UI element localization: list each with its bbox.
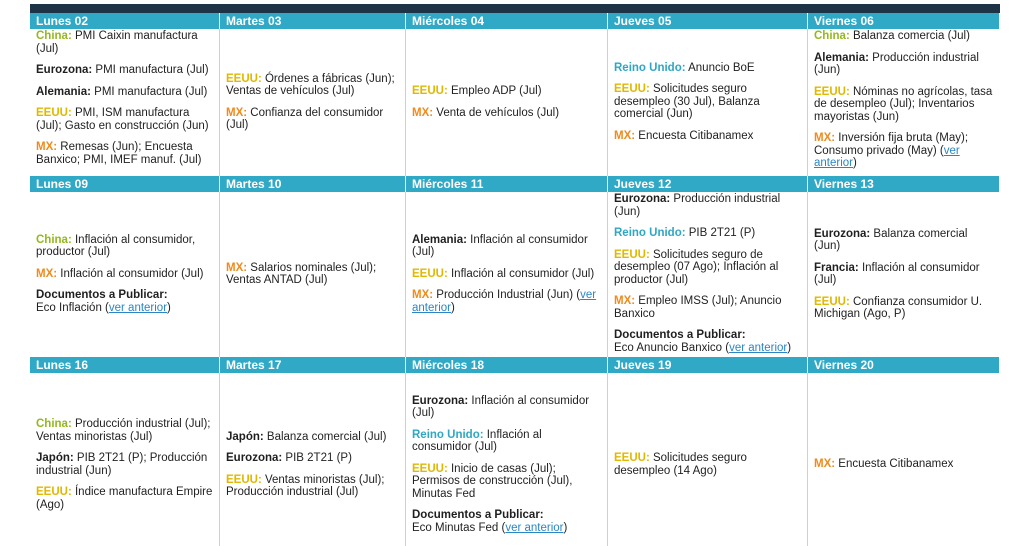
day-header: Viernes 20: [808, 357, 1000, 373]
region-label: EEUU:: [614, 452, 650, 464]
calendar-event: [412, 234, 601, 259]
day-cell: [30, 373, 220, 546]
calendar-event: [814, 30, 994, 43]
calendar-event: [412, 395, 601, 420]
region-label: EEUU:: [814, 295, 850, 308]
event-text: Producción industrial (Jun): [614, 193, 781, 218]
calendar-event: [412, 289, 601, 314]
event-text: Encuesta Citibanamex: [635, 129, 754, 142]
region-label: MX:: [614, 129, 636, 142]
event-text: Inflación al consumidor (Jul): [412, 428, 542, 454]
calendar-event: [814, 296, 994, 321]
day-header: Martes 03: [220, 13, 406, 29]
region-label: EEUU:: [412, 85, 448, 97]
region-label: EEUU:: [614, 248, 650, 261]
day-header: Jueves 12: [608, 176, 808, 192]
region-label: Eurozona:: [226, 452, 283, 464]
event-text: PMI manufactura (Jul): [90, 85, 208, 98]
calendar-event: [814, 52, 994, 77]
event-text: PIB 2T21 (P); Producción industrial (Jun): [36, 452, 208, 477]
day-header: Martes 17: [220, 357, 406, 373]
day-cell: [808, 192, 1000, 357]
event-text: Eco Inflación (: [36, 301, 109, 314]
region-label: Reino Unido:: [614, 61, 686, 74]
week-row: [30, 176, 1000, 357]
event-text: Balanza comercia (Jul): [849, 30, 970, 42]
region-label: Alemania:: [36, 85, 91, 98]
event-text: Solicitudes seguro de desempleo (07 Ago); Inflación al productor (Jul): [614, 248, 779, 286]
day-cell: [808, 373, 1000, 546]
event-text: Confianza del consumidor (Jul): [226, 106, 384, 131]
ver-anterior-link[interactable]: ver anterior: [814, 144, 960, 169]
calendar-event: [36, 86, 213, 99]
calendar-event: [226, 431, 399, 444]
calendar-event: [614, 295, 801, 320]
calendar-event: [614, 62, 801, 75]
region-label: Documentos a Publicar:: [412, 509, 544, 522]
region-label: EEUU:: [36, 486, 72, 498]
event-text: Ventas minoristas (Jul); Producción industrial (Jul): [226, 473, 385, 498]
event-text: Eco Anuncio Banxico (: [614, 341, 730, 354]
region-label: Eurozona:: [814, 227, 871, 240]
calendar-event: [36, 268, 213, 281]
region-label: Alemania:: [412, 233, 467, 246]
calendar-event: [814, 132, 994, 170]
day-cell: [808, 29, 1000, 176]
calendar-event: [614, 83, 801, 121]
event-text: Inflación al consumidor (Jul): [412, 233, 588, 259]
day-cell: [30, 29, 220, 176]
calendar-event: [36, 289, 213, 314]
region-label: China:: [814, 30, 850, 42]
calendar-event: [614, 130, 801, 143]
event-text-suffix: ): [853, 157, 857, 169]
event-text: Anuncio BoE: [685, 61, 755, 74]
event-text: Balanza comercial (Jul): [263, 430, 387, 443]
region-label: Documentos a Publicar:: [36, 289, 168, 302]
day-header: Lunes 09: [30, 176, 220, 192]
region-label: Eurozona:: [614, 193, 671, 205]
ver-anterior-link[interactable]: ver anterior: [505, 521, 564, 534]
event-text: Inicio de casas (Jul); Permisos de construcción (Jul), Minutas Fed: [412, 462, 573, 500]
day-cell: [220, 192, 406, 357]
day-header: Viernes 06: [808, 13, 1000, 29]
calendar-event: [36, 64, 213, 77]
calendar-event: [614, 249, 801, 287]
day-header: Miércoles 11: [406, 176, 608, 192]
region-label: EEUU:: [814, 85, 850, 98]
calendar-event: [226, 452, 399, 465]
calendar-event: [614, 193, 801, 218]
calendar-event: [614, 452, 801, 477]
calendar-event: [814, 228, 994, 253]
event-text: PMI Caixin manufactura (Jul): [36, 30, 198, 55]
economic-calendar: [30, 13, 1000, 546]
region-label: Eurozona:: [412, 394, 469, 407]
event-text: Encuesta Citibanamex: [835, 458, 954, 471]
day-header: Lunes 16: [30, 357, 220, 373]
region-label: Alemania:: [814, 51, 869, 64]
event-text: Inflación al consumidor (Jul): [57, 267, 204, 280]
ver-anterior-link[interactable]: ver anterior: [108, 301, 168, 314]
event-text: Índice manufactura Empire (Ago): [36, 486, 213, 511]
region-label: Reino Unido:: [614, 227, 686, 239]
day-cell: [406, 192, 608, 357]
event-text: PIB 2T21 (P): [685, 227, 756, 239]
region-label: MX:: [36, 141, 58, 153]
region-label: MX:: [814, 132, 836, 144]
region-label: EEUU:: [614, 83, 650, 96]
event-text: Inflación al consumidor (Jul): [447, 267, 595, 280]
region-label: Eurozona:: [36, 64, 93, 76]
day-header: Viernes 13: [808, 176, 1000, 192]
event-text: Producción industrial (Jun): [814, 51, 979, 76]
day-cell: [220, 29, 406, 176]
event-text: Salarios nominales (Jul); Ventas ANTAD (Jul): [226, 261, 377, 286]
event-text-suffix: ): [563, 521, 568, 534]
region-label: Documentos a Publicar:: [614, 329, 746, 341]
region-label: Japón:: [36, 452, 74, 464]
day-cell: [406, 29, 608, 176]
week-row: [30, 13, 1000, 176]
event-text: Producción Industrial (Jun) (: [433, 289, 581, 302]
event-text: Eco Minutas Fed (: [412, 521, 506, 534]
event-text: Producción industrial (Jul); Ventas minoristas (Jul): [36, 418, 211, 443]
region-label: MX:: [614, 295, 636, 307]
event-text: Inflación al consumidor (Jul): [814, 261, 980, 286]
event-text: Remesas (Jun); Encuesta Banxico; PMI, IMEF manuf. (Jul): [36, 141, 202, 166]
calendar-event: [36, 30, 213, 55]
day-header: Martes 10: [220, 176, 406, 192]
region-label: EEUU:: [226, 72, 262, 85]
region-label: EEUU:: [412, 267, 448, 280]
region-label: MX:: [412, 289, 434, 302]
event-text: Inflación al consumidor, productor (Jul): [36, 233, 196, 259]
day-cell: [608, 29, 808, 176]
region-label: Francia:: [814, 261, 859, 274]
region-label: Japón:: [226, 430, 264, 443]
top-bar: [30, 4, 1000, 13]
event-text: Órdenes a fábricas (Jun); Ventas de vehículos (Jul): [226, 72, 395, 97]
day-header: Miércoles 18: [406, 357, 608, 373]
day-header: Miércoles 04: [406, 13, 608, 29]
region-label: EEUU:: [226, 473, 262, 486]
region-label: Reino Unido:: [412, 428, 484, 441]
calendar-event: [614, 227, 801, 240]
day-cell: [30, 192, 220, 357]
event-text-suffix: ): [167, 301, 171, 314]
region-label: EEUU:: [412, 462, 448, 475]
event-text: PMI manufactura (Jul): [92, 64, 209, 76]
calendar-event: [36, 107, 213, 132]
calendar-event: [814, 262, 994, 287]
event-text: Solicitudes seguro desempleo (30 Jul), Balanza comercial (Jun): [614, 83, 760, 121]
region-label: MX:: [226, 261, 248, 274]
event-text: Empleo IMSS (Jul); Anuncio Banxico: [614, 295, 782, 320]
calendar-event: [412, 107, 601, 120]
event-text-suffix: ): [451, 301, 455, 314]
region-label: MX:: [412, 106, 434, 119]
calendar-event: [36, 452, 213, 477]
calendar-event: [412, 463, 601, 501]
day-header: Jueves 19: [608, 357, 808, 373]
day-header: Jueves 05: [608, 13, 808, 29]
calendar-event: [226, 107, 399, 132]
calendar-event: [412, 509, 601, 534]
day-cell: [608, 373, 808, 546]
calendar-event: [412, 268, 601, 281]
region-label: MX:: [36, 267, 58, 280]
region-label: China:: [36, 233, 72, 246]
calendar-event: [412, 85, 601, 98]
event-text: Inversión fija bruta (May); Consumo privado (May) (: [814, 132, 969, 157]
region-label: MX:: [226, 106, 248, 119]
day-cell: [608, 192, 808, 357]
region-label: MX:: [814, 458, 836, 471]
calendar-event: [614, 329, 801, 354]
calendar-event: [36, 418, 213, 443]
week-row: [30, 357, 1000, 546]
calendar-event: [814, 86, 994, 124]
calendar-event: [226, 73, 399, 98]
day-header: Lunes 02: [30, 13, 220, 29]
event-text: Venta de vehículos (Jul): [433, 106, 560, 119]
calendar-event: [412, 429, 601, 454]
region-label: EEUU:: [36, 107, 72, 119]
ver-anterior-link[interactable]: ver anterior: [729, 341, 788, 354]
event-text: PMI, ISM manufactura (Jul); Gasto en construcción (Jun): [36, 107, 209, 132]
region-label: China:: [36, 30, 72, 42]
event-text: Solicitudes seguro desempleo (14 Ago): [614, 452, 747, 477]
event-text: Empleo ADP (Jul): [447, 85, 542, 97]
event-text: Balanza comercial (Jun): [814, 227, 968, 252]
event-text: PIB 2T21 (P): [282, 452, 352, 464]
event-text: Confianza consumidor U. Michigan (Ago, P): [814, 295, 983, 320]
day-cell: [220, 373, 406, 546]
calendar-event: [36, 234, 213, 259]
ver-anterior-link[interactable]: ver anterior: [412, 289, 597, 314]
calendar-event: [36, 141, 213, 166]
day-cell: [406, 373, 608, 546]
event-text: Nóminas no agrícolas, tasa de desempleo (Jul); Inventarios mayoristas (Jun): [814, 85, 993, 123]
event-text-suffix: ): [787, 341, 792, 354]
calendar-event: [814, 458, 994, 471]
calendar-event: [36, 486, 213, 511]
calendar-event: [226, 474, 399, 499]
event-text: Inflación al consumidor (Jul): [412, 394, 590, 420]
calendar-event: [226, 262, 399, 287]
region-label: China:: [36, 418, 72, 430]
